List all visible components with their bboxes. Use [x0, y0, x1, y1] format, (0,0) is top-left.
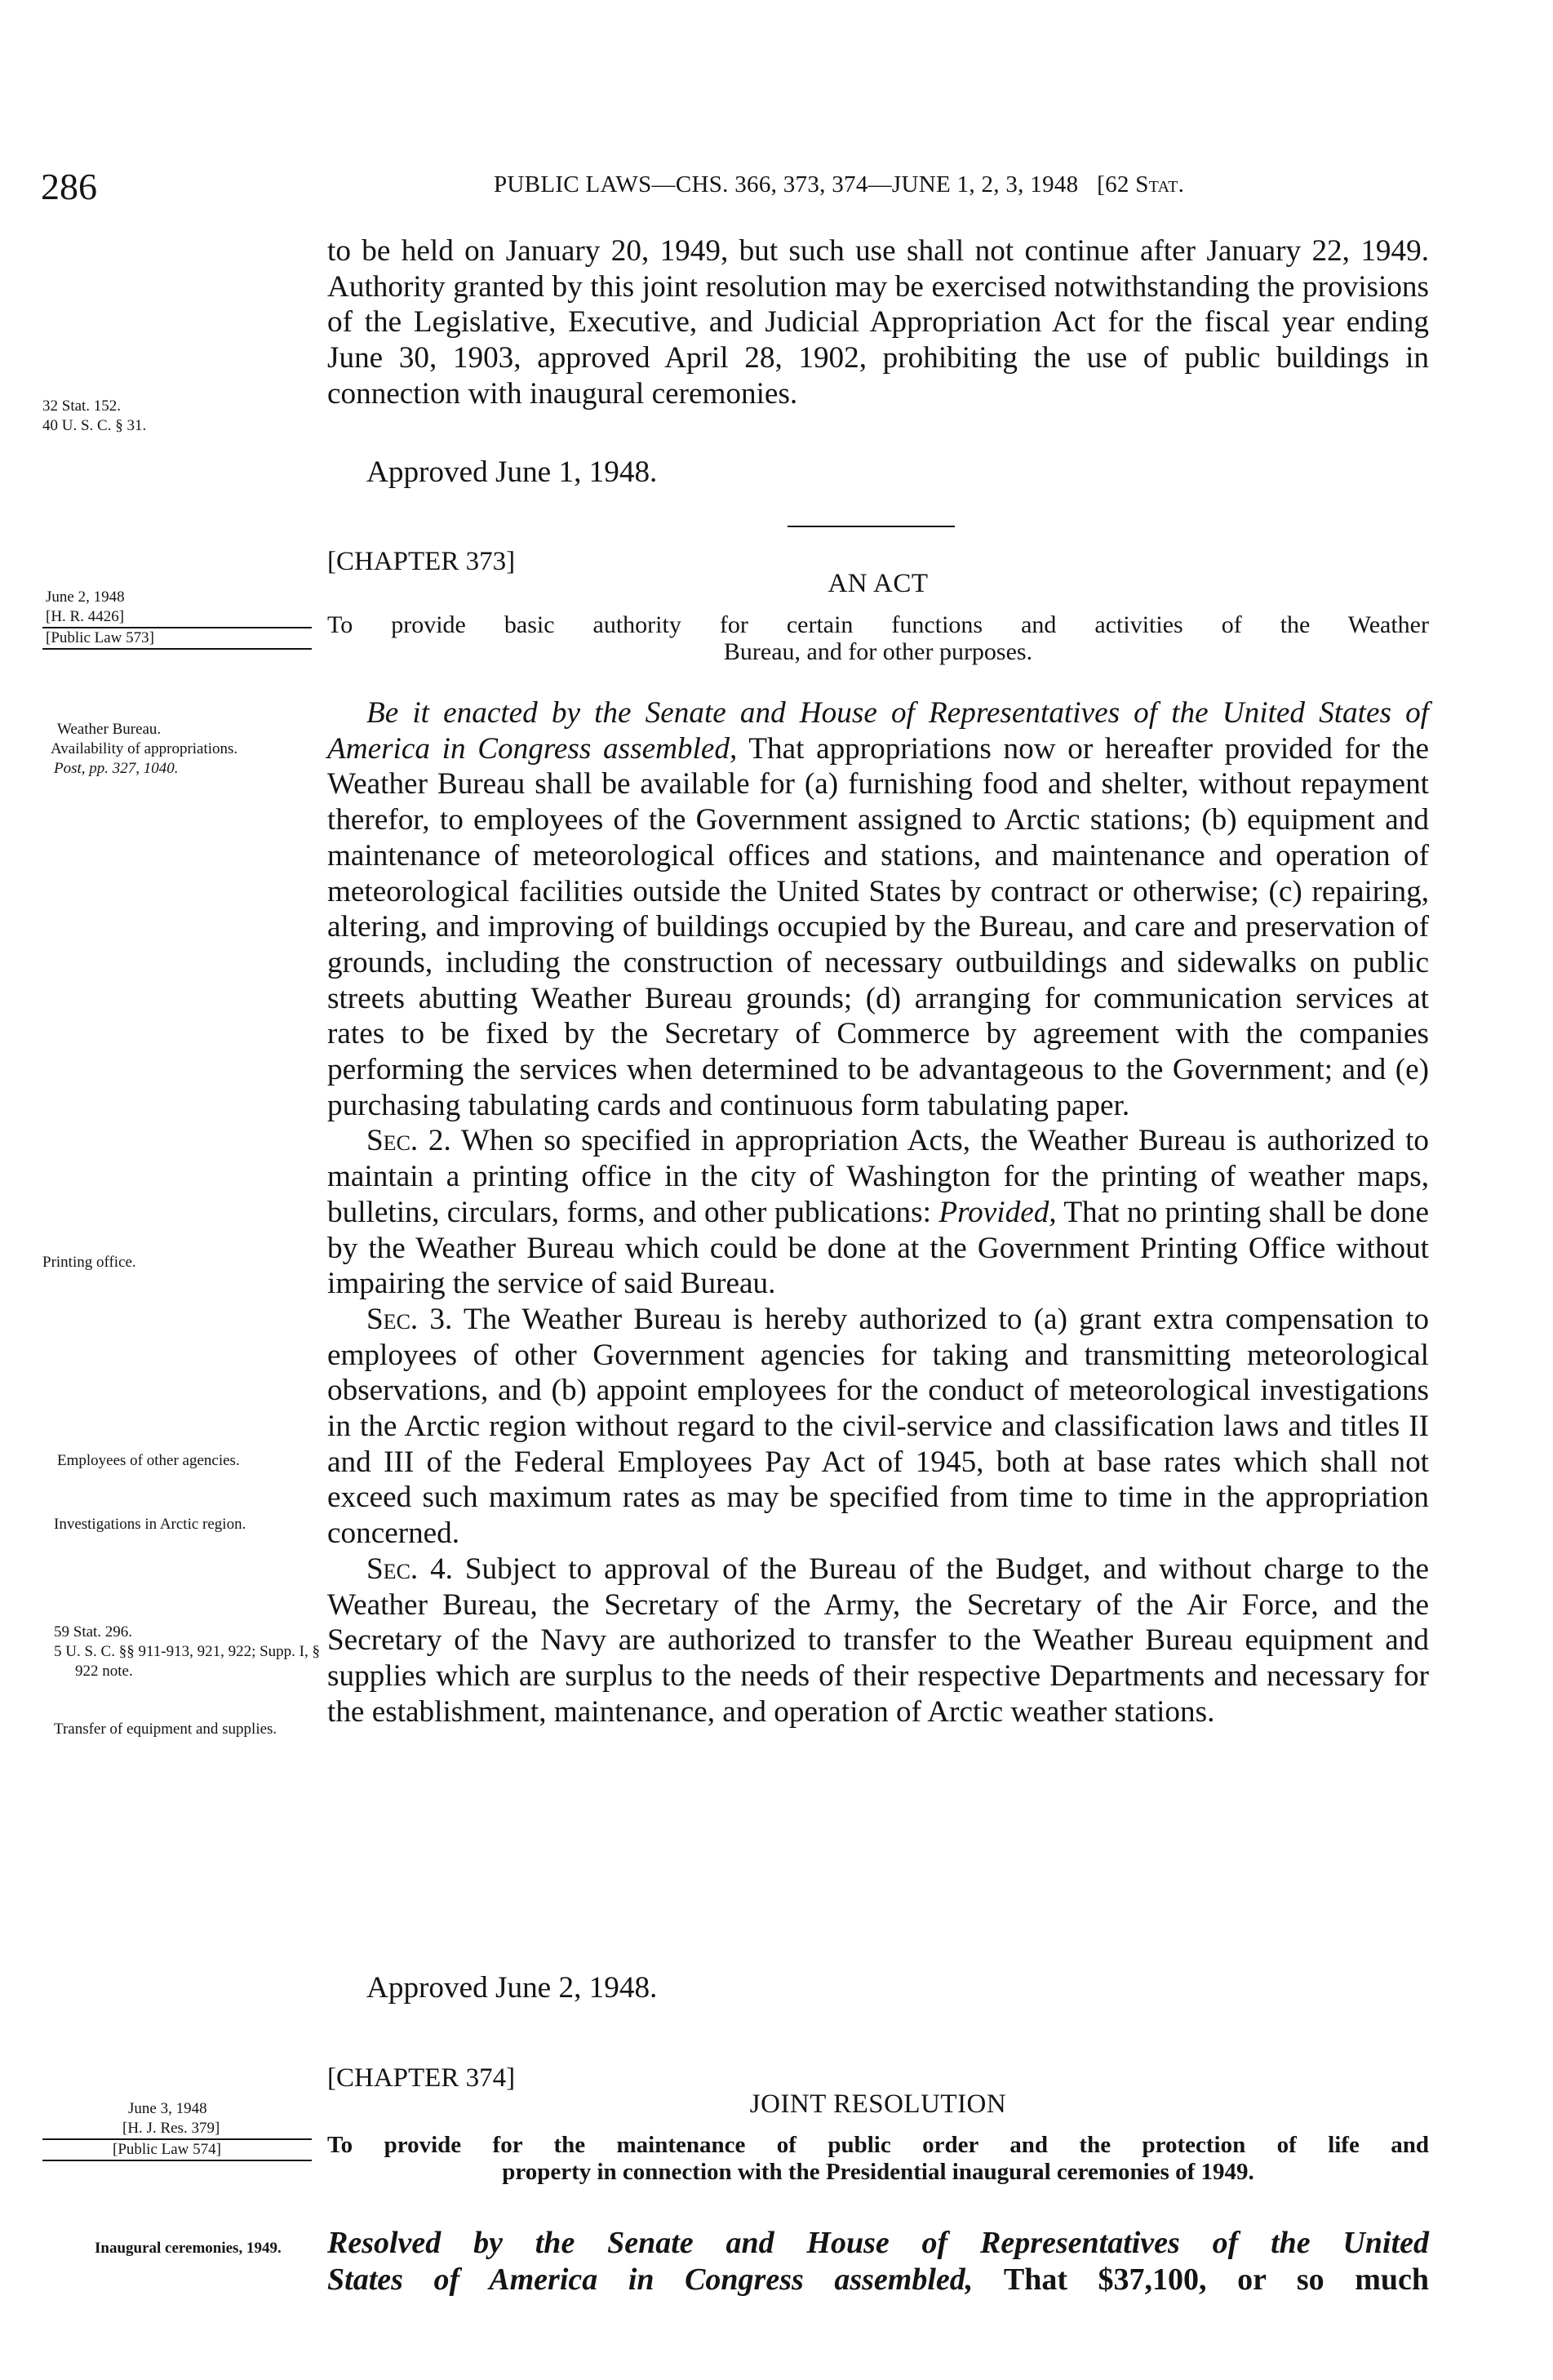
continuation-text: to be held on January 20, 1949, but such use shall not continue after January 22, 1949. Authority granted by this joint resolution may be exercised notwithstanding the provisions of the Legislative, Executive, and Judicial Appropriation Act for the fiscal year ending June 30, 1903, approved April 28, 1902, prohibiting the use of public buildings in connection with inaugural ceremonies. [327, 234, 1429, 411]
section-1-text: That appropriations now or hereafter provided for the Weather Bureau shall be available for (a) furnishing food and shelter, without repayment therefor, to employees of the Government assigned to Arctic stations; (b) equipment and maintenance of meteorological offices and stations, and maintenance and operation of meteorological facilities outside the United States by contract or otherwise; (c) repairing, altering, and improving of buildings occupied by the Bureau, and care and preservation of grounds, including the construction of necessary outbuildings and sidewalks on public streets abutting Weather Bureau grounds; (d) arranging for communication services at rates to be fixed by the Secretary of Commerce by agreement with the companies performing the services when determined to be advantageous to the Government; and (e) purchasing tabulating cards and continuous form tabulating paper. [327, 731, 1429, 1122]
section-4-label: Sec. 4. [366, 1552, 453, 1586]
margin-bill: [H. R. 4426] [42, 607, 312, 628]
section-3-text: The Weather Bureau is hereby authorized to (a) grant extra compensation to employees of other Government agencies for taking and transmitting meteorological observations, and (b) appoint employees for the conduct of meteorological investigations in the Arctic region without regard to the civil-service and classification laws and titles II and III of the Federal Employees Pay Act of 1945, both at base rates which shall not exceed such maximum rates as may be specified from time to time in the appropriation concerned. [327, 1302, 1430, 1551]
chapter-373-label: [CHAPTER 373] [327, 547, 516, 576]
purpose-line-2: property in connection with the Presidential inaugural ceremonies of 1949. [502, 2159, 1254, 2185]
running-head-title: PUBLIC LAWS—CHS. 366, 373, 374—JUNE 1, 2, 3, 1948 [494, 171, 1079, 198]
page-number: 286 [41, 166, 97, 207]
section-3-label: Sec. 3. [366, 1302, 453, 1336]
chapter-373-body [327, 695, 1429, 1729]
section-4-text: Subject to approval of the Bureau of the Budget, and without charge to the Weather Bureau, the Secretary of the Army, the Secretary of the Air Force, and the Secretary of the Navy are authorized to transfer to the Weather Bureau equipment and supplies which are surplus to the needs of their respective Departments and necessary for the establishment, maintenance, and operation of Arctic weather stations. [327, 1552, 1430, 1729]
chapter-374-margin-block [42, 2099, 312, 2161]
running-head-stat: [62 Stat. [1097, 171, 1185, 198]
margin-inaugural: Inaugural ceremonies, 1949. [95, 2240, 282, 2257]
section-2-label: Sec. 2. [366, 1124, 451, 1158]
continuation-paragraph [327, 233, 1429, 412]
margin-citation-usc: 40 U. S. C. § 31. [42, 417, 147, 434]
margin-weather-bureau [42, 720, 324, 779]
margin-citation-32-stat [42, 397, 324, 436]
margin-investigations: Investigations in Arctic region. [54, 1516, 246, 1533]
margin-date: June 2, 1948 [46, 588, 125, 606]
margin-date: June 3, 1948 [128, 2100, 207, 2117]
section-divider [788, 526, 955, 527]
section-3 [327, 1302, 1429, 1552]
resolving-clause-text: Resolved by the Senate and House of Representatives of the United [327, 2226, 1429, 2260]
resolving-clause-line-2 [327, 2262, 1429, 2298]
running-head [494, 171, 1184, 198]
enacting-clause: Be it enacted by the Senate and House of Representatives of the United States of America in Congress assembled, [327, 696, 1429, 766]
margin-public-law: [Public Law 574] [42, 2140, 312, 2161]
margin-weather-bureau-heading: Weather Bureau. [57, 721, 162, 738]
resolving-clause-amount: That $37,100, or so much [1003, 2262, 1430, 2297]
margin-post-reference: Post, pp. 327, 1040. [54, 760, 179, 777]
chapter-373-title: AN ACT [828, 569, 929, 598]
margin-5-usc: 5 U. S. C. §§ 911-913, 921, 922; Supp. I, § 922 note. [54, 1643, 321, 1680]
margin-bill: [H. J. Res. 379] [42, 2119, 312, 2140]
approved-june-2: Approved June 2, 1948. [366, 1971, 658, 2005]
section-2-proviso: Provided, [938, 1195, 1057, 1229]
section-2-text: When so specified in appropriation Acts, the Weather Bureau is authorized to maintain a printing office in the city of Washington for the printing of weather maps, bulletins, circulars, forms, and other publications: [327, 1124, 1430, 1229]
margin-availability: Availability of appropriations. [51, 740, 238, 757]
section-2-proviso-text: That no printing shall be done by the Weather Bureau which could be done at the Government Printing Office without impairing the service of said Bureau. [327, 1195, 1430, 1301]
margin-printing-office: Printing office. [42, 1254, 136, 1271]
resolving-clause-italic: States of America in Congress assembled, [327, 2262, 974, 2297]
margin-citation-stat: 32 Stat. 152. [42, 397, 122, 415]
margin-transfer: Transfer of equipment and supplies. [54, 1721, 277, 1738]
purpose-line-1: To provide basic authority for certain functions and activities of the Weather [327, 611, 1429, 638]
section-4 [327, 1552, 1429, 1730]
section-1 [327, 695, 1429, 1123]
purpose-line-1: To provide for the maintenance of public order and the protection of life and [327, 2132, 1429, 2158]
margin-employees: Employees of other agencies. [57, 1452, 240, 1469]
purpose-line-2: Bureau, and for other purposes. [723, 638, 1033, 665]
approved-june-1: Approved June 1, 1948. [366, 455, 658, 489]
margin-statute-citations [42, 1623, 324, 1681]
chapter-374-label: [CHAPTER 374] [327, 2063, 516, 2093]
chapter-374-purpose [327, 2132, 1429, 2186]
chapter-374-title: JOINT RESOLUTION [749, 2089, 1007, 2119]
margin-59-stat: 59 Stat. 296. [54, 1623, 133, 1641]
chapter-373-margin-block [42, 588, 312, 650]
resolving-clause-line-1 [327, 2225, 1429, 2262]
section-2 [327, 1123, 1429, 1302]
margin-public-law: [Public Law 573] [42, 628, 312, 650]
chapter-373-purpose [327, 611, 1429, 665]
